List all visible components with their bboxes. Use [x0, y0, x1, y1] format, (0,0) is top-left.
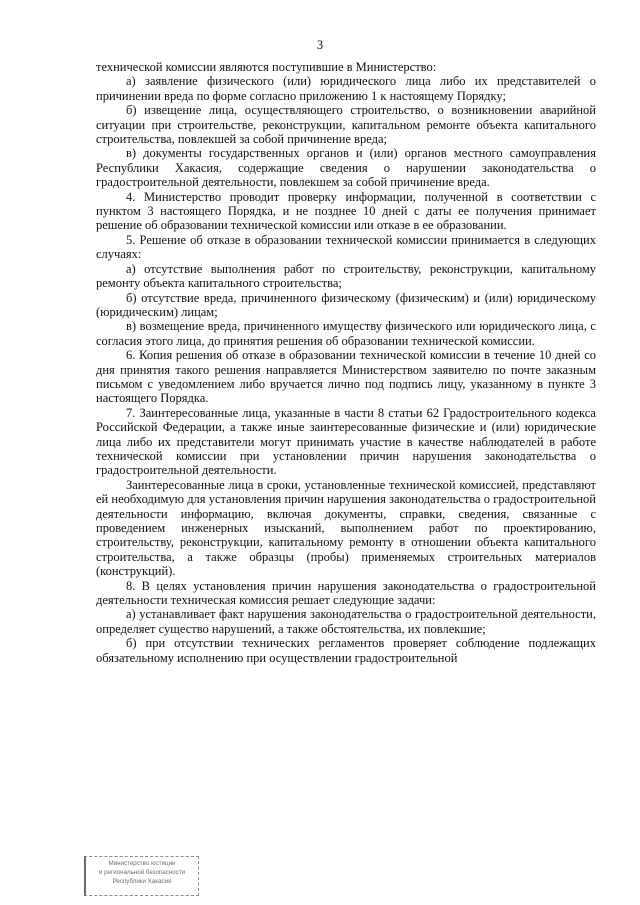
paragraph: а) заявление физического (или) юридического лица либо их представителей о причинении вреда по форме согласно приложению 1 к настоящему Порядку;: [96, 74, 596, 103]
paragraph: б) извещение лица, осуществляющего строительство, о возникновении аварийной ситуации при строительстве, реконструкции, капитальном ремонте объекта капитального строительства, повлекшей за собой причинение вреда;: [96, 103, 596, 147]
stamp-line: и региональной безопасности: [98, 869, 186, 876]
paragraph: технической комиссии являются поступившие в Министерство:: [96, 60, 437, 74]
document-body: [96, 60, 596, 665]
paragraph: 5. Решение об отказе в образовании технической комиссии принимается в следующих случаях:: [96, 232, 596, 262]
paragraph: 8. В целях установления причин нарушения законодательства о градостроительной деятельности техническая комиссия решает следующие задачи:: [96, 578, 596, 608]
paragraph: а) устанавливает факт нарушения законодательства о градостроительной деятельности, определяет существо нарушений, а также обстоятельства, их повлекшие;: [96, 607, 596, 636]
paragraph: в) документы государственных органов и (или) органов местного самоуправления Республики Хакасия, содержащие сведения о нарушении законодательства о градостроительной деятельности, повлекшем за собой причинение вреда.: [96, 146, 596, 190]
paragraph: а) отсутствие выполнения работ по строительству, реконструкции, капитальному ремонту объекта капитального строительства;: [96, 261, 596, 291]
page-number: 3: [316, 38, 324, 52]
paragraph: 7. Заинтересованные лица, указанные в части 8 статьи 62 Градостроительного кодекса Российской Федерации, а также иные заинтересованные физические и (или) юридические лица либо их представители могут принимать участие в качестве наблюдателей в работе технической комиссии при установлении причин нарушения законодательства о градостроительной деятельности.: [96, 405, 596, 478]
paragraph: б) при отсутствии технических регламентов проверяет соблюдение подлежащих обязательному исполнению при осуществлении градостроительной: [96, 636, 596, 665]
paragraph: 6. Копия решения об отказе в образовании технической комиссии в течение 10 дней со дня принятия такого решения направляется Министерством заявителю по почте заказным письмом с уведомлением либо вручается лично под подпись лицу, указанному в пункте 3 настоящего Порядка.: [96, 348, 596, 406]
paragraph: б) отсутствие вреда, причиненного физическому (физическим) и (или) юридическому (юридическим) лицам;: [96, 290, 596, 319]
paragraph: в) возмещение вреда, причиненного имуществу физического или юридического лица, с согласия этого лица, до принятия решения об образовании технической комиссии.: [96, 319, 596, 348]
paragraph: Заинтересованные лица в сроки, установленные технической комиссией, представляют ей необходимую для установления причин нарушения законодательства о градостроительной деятельности информацию, включая документы, справки, сведения, связанные с проведением инженерных изысканий, выполнением работ по проектированию, строительству, реконструкции, капитальному ремонту в отношении объекта капитального строительства, а также образцы (пробы) применяемых строительных материалов (конструкций).: [96, 477, 596, 579]
paragraph: 4. Министерство проводит проверку информации, полученной в соответствии с пунктом 3 настоящего Порядка, и не позднее 10 дней с даты ее получения принимает решение об образовании технической комиссии или отказе в ее образовании.: [96, 189, 596, 233]
registration-stamp: [84, 856, 199, 896]
stamp-line: Министерство юстиции: [108, 860, 176, 867]
stamp-line: Республики Хакасия: [112, 878, 172, 885]
